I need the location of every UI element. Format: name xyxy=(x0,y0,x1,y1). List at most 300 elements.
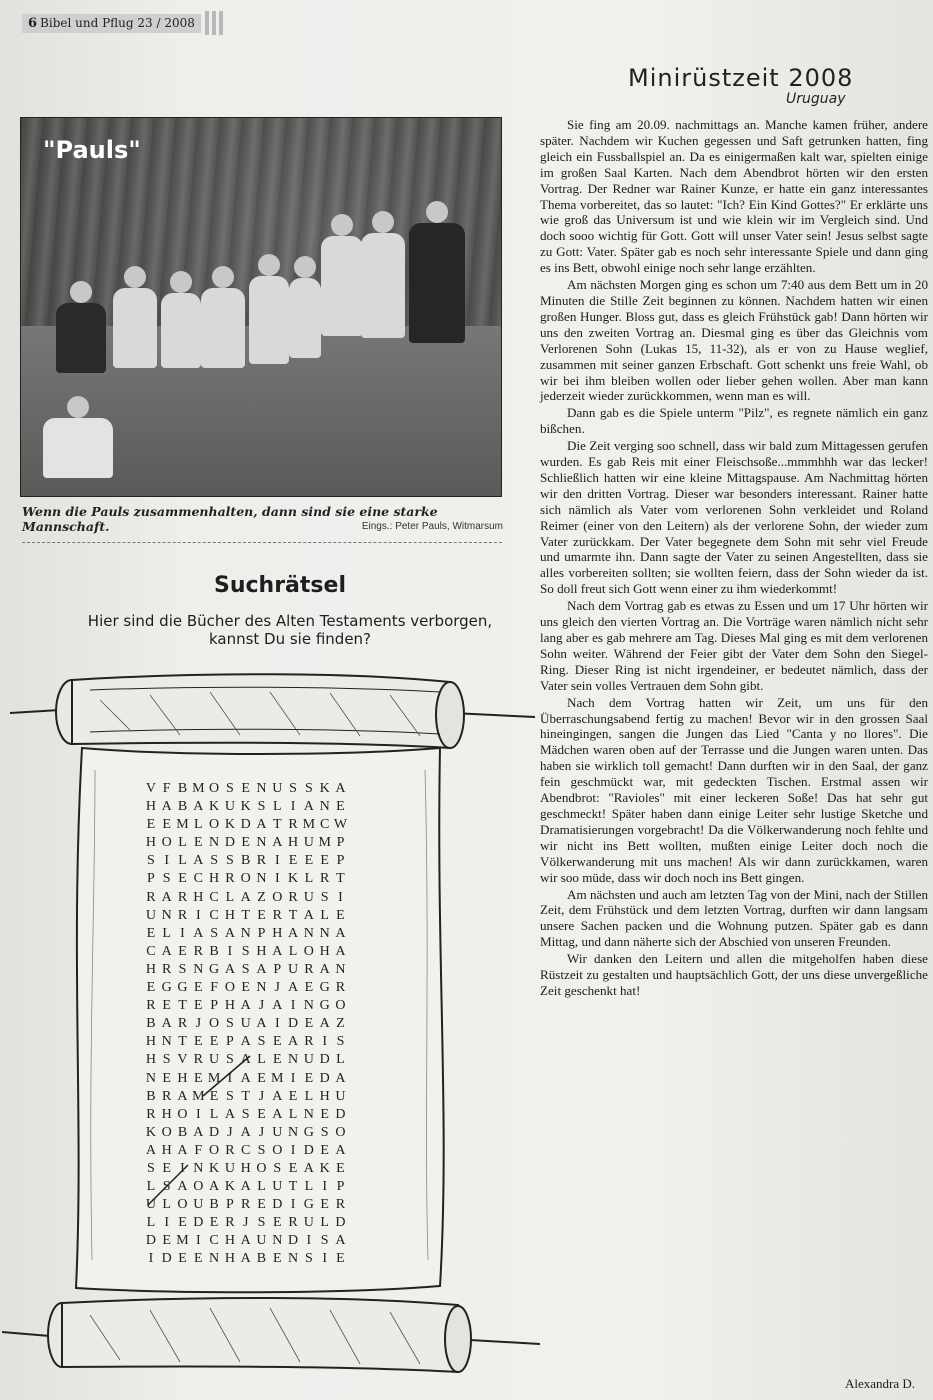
grid-letter: U xyxy=(240,1016,251,1032)
article-paragraph: Wir danken den Leitern und allen die mitgeholfen haben diese Rüstzeit zu gestalten und hauptsächlich Gott, der uns diese unvergeßliche Zeit geschenkt hat! xyxy=(540,951,928,998)
grid-letter: B xyxy=(146,1016,156,1032)
grid-letter: E xyxy=(194,1251,203,1267)
grid-letter: R xyxy=(177,907,188,923)
grid-letter: E xyxy=(257,1106,266,1122)
grid-letter: A xyxy=(240,1034,251,1050)
grid-letter: H xyxy=(145,961,156,977)
grid-letter: I xyxy=(180,925,185,941)
grid-letter: U xyxy=(303,835,314,851)
grid-letter: U xyxy=(272,781,283,796)
grid-letter: E xyxy=(162,817,171,833)
grid-letter: I xyxy=(274,1016,280,1032)
grid-letter: E xyxy=(336,1251,345,1267)
grid-letter: A xyxy=(335,1233,346,1249)
grid-letter: U xyxy=(145,1197,156,1213)
grid-letter: R xyxy=(225,871,235,887)
grid-letter: E xyxy=(162,1070,171,1086)
grid-letter: A xyxy=(272,1088,283,1104)
article-title: Minirüstzeit 2008 xyxy=(628,64,854,92)
grid-letter: J xyxy=(227,1124,233,1140)
grid-letter: P xyxy=(257,925,266,941)
grid-letter: A xyxy=(193,1124,204,1140)
grid-letter: K xyxy=(209,799,220,815)
grid-letter: A xyxy=(240,1124,251,1140)
grid-letter: A xyxy=(240,1251,251,1267)
grid-letter: N xyxy=(288,1052,299,1068)
grid-letter: I xyxy=(322,1179,327,1195)
grid-row xyxy=(143,1106,348,1124)
grid-letter: E xyxy=(209,1034,219,1050)
grid-row xyxy=(143,1033,348,1051)
grid-letter: S xyxy=(241,1106,250,1122)
grid-letter: A xyxy=(209,1179,220,1195)
photo-title: "Pauls" xyxy=(43,136,141,164)
family-photo xyxy=(20,117,502,497)
grid-letter: O xyxy=(224,980,235,996)
grid-letter: P xyxy=(273,961,282,977)
grid-letter: A xyxy=(288,1034,299,1050)
grid-letter: K xyxy=(224,1179,235,1195)
grid-letter: E xyxy=(304,1016,314,1032)
grid-row xyxy=(143,1070,348,1088)
grid-letter: N xyxy=(193,961,204,977)
grid-letter: R xyxy=(256,853,267,869)
grid-letter: D xyxy=(161,1251,172,1267)
grid-row xyxy=(143,1250,348,1268)
grid-letter: D xyxy=(193,1215,204,1231)
grid-letter: H xyxy=(288,835,299,851)
grid-letter: R xyxy=(272,907,282,923)
grid-letter: H xyxy=(224,907,235,923)
grid-letter: U xyxy=(303,1052,314,1068)
grid-letter: S xyxy=(289,781,297,796)
article-paragraph: Die Zeit verging soo schnell, dass wir bald zum Mittagessen gerufen wurden. Es gab Reis mit einer Fleischsoße...mmmhhh war das lecker! Schließlich hatten wir eine kleine Mittagspause. Am Nachmittag hörten wir den dritten Vortrag. Dieser war besonders interessant. Rainer hatte sich nämlich als Vater vom verlorenen Sohn verkleidet und Roland Reimer (einer von den Leitern) als der verlorene Sohn, der wieder zum Vater zurückkam. Der Vater begegnete dem Sohn mit sehr viel Freude und umarmte ihn. Dann sagte der Vater zu seinen Angestellten, dass sie alles vorbereiten sollten; sie wollten feiern, dass der Sohn wieder da ist. So doll freut sich Gott wenn einer zu ihm wiederkommt! xyxy=(540,438,928,597)
grid-letter: B xyxy=(209,1197,219,1213)
grid-letter: L xyxy=(194,817,203,833)
grid-letter: L xyxy=(320,1215,329,1231)
grid-letter: N xyxy=(272,1233,283,1249)
grid-letter: U xyxy=(224,1160,235,1176)
grid-letter: T xyxy=(272,817,282,833)
grid-letter: E xyxy=(194,980,203,996)
grid-letter: A xyxy=(335,1070,346,1086)
grid-letter: L xyxy=(320,907,329,923)
grid-letter: U xyxy=(224,799,235,815)
grid-letter: A xyxy=(193,799,204,815)
grid-row xyxy=(143,1051,348,1069)
grid-letter: A xyxy=(161,799,172,815)
scroll-bottom-roll xyxy=(2,1298,540,1372)
grid-letter: L xyxy=(209,1106,219,1122)
photo-child xyxy=(201,288,245,368)
grid-letter: E xyxy=(162,1160,171,1176)
grid-letter: A xyxy=(256,817,267,833)
grid-letter: S xyxy=(225,853,234,869)
grid-letter: F xyxy=(194,1142,203,1158)
grid-row xyxy=(143,852,348,870)
grid-letter: A xyxy=(240,998,251,1014)
grid-letter: B xyxy=(209,943,219,959)
grid-letter: B xyxy=(177,781,188,796)
grid-letter: M xyxy=(318,835,331,851)
grid-letter: S xyxy=(147,853,155,869)
grid-letter: O xyxy=(193,1179,204,1195)
grid-letter: A xyxy=(335,943,346,959)
grid-row xyxy=(143,816,348,834)
grid-letter: I xyxy=(164,1215,170,1231)
grid-letter: K xyxy=(288,871,299,887)
grid-letter: A xyxy=(272,998,283,1014)
grid-letter: L xyxy=(146,1215,156,1231)
grid-letter: M xyxy=(271,1070,284,1086)
grid-letter: A xyxy=(319,1016,330,1032)
photo-child xyxy=(361,233,405,338)
grid-letter: H xyxy=(161,1142,172,1158)
grid-letter: S xyxy=(225,1016,234,1032)
grid-letter: N xyxy=(303,925,314,941)
grid-letter: N xyxy=(303,998,314,1014)
grid-letter: A xyxy=(303,799,314,815)
grid-letter: E xyxy=(178,871,187,887)
grid-letter: O xyxy=(209,1142,220,1158)
grid-letter: L xyxy=(257,1179,266,1195)
grid-letter: D xyxy=(145,1233,156,1249)
grid-letter: G xyxy=(177,980,188,996)
grid-letter: F xyxy=(210,980,218,996)
grid-letter: S xyxy=(147,1160,155,1176)
grid-letter: S xyxy=(162,871,171,887)
grid-letter: S xyxy=(178,961,187,977)
grid-letter: E xyxy=(209,1088,219,1104)
grid-letter: A xyxy=(224,925,235,941)
grid-letter: H xyxy=(209,871,220,887)
grid-letter: R xyxy=(304,1034,314,1050)
grid-letter: A xyxy=(319,961,330,977)
grid-letter: S xyxy=(257,799,266,815)
grid-letter: T xyxy=(178,1034,187,1050)
grid-letter: N xyxy=(335,961,346,977)
grid-letter: K xyxy=(319,1160,330,1176)
grid-letter: A xyxy=(161,943,172,959)
grid-letter: S xyxy=(210,925,218,941)
grid-letter: S xyxy=(257,1215,266,1231)
grid-letter: B xyxy=(177,1124,188,1140)
grid-letter: E xyxy=(320,853,329,869)
grid-letter: A xyxy=(256,1016,267,1032)
grid-letter: M xyxy=(192,1088,205,1104)
grid-row xyxy=(143,1214,348,1232)
grid-letter: D xyxy=(288,1016,299,1032)
grid-letter: O xyxy=(335,998,346,1014)
grid-letter: O xyxy=(272,1142,283,1158)
page-number: 6 xyxy=(28,15,38,31)
grid-letter: O xyxy=(240,871,251,887)
grid-letter: P xyxy=(336,853,345,869)
grid-letter: I xyxy=(164,853,170,869)
grid-letter: A xyxy=(224,961,235,977)
grid-letter: E xyxy=(320,1106,329,1122)
photo-child xyxy=(56,303,106,373)
grid-letter: S xyxy=(241,961,250,977)
grid-letter: P xyxy=(225,1197,234,1213)
photo-child xyxy=(321,236,363,336)
grid-letter: R xyxy=(177,1016,188,1032)
grid-letter: N xyxy=(303,1106,314,1122)
grid-letter: A xyxy=(161,1016,172,1032)
grid-letter: H xyxy=(224,1251,235,1267)
grid-letter: C xyxy=(209,1233,219,1249)
grid-letter: E xyxy=(288,853,298,869)
photo-child xyxy=(289,278,321,358)
grid-letter: D xyxy=(319,1052,330,1068)
grid-row xyxy=(143,1015,348,1033)
grid-letter: V xyxy=(145,781,156,796)
grid-letter: N xyxy=(256,980,267,996)
grid-letter: G xyxy=(303,1197,314,1213)
grid-letter: I xyxy=(180,1160,185,1176)
photo-baby xyxy=(43,418,113,478)
scroll-top-roll xyxy=(10,674,535,748)
grid-letter: K xyxy=(224,817,235,833)
grid-letter: U xyxy=(335,1088,346,1104)
grid-letter: E xyxy=(194,1034,203,1050)
grid-letter: C xyxy=(146,943,156,959)
grid-letter: B xyxy=(177,799,188,815)
grid-letter: E xyxy=(146,817,156,833)
grid-letter: R xyxy=(225,1142,235,1158)
grid-letter: T xyxy=(178,998,187,1014)
grid-letter: S xyxy=(320,1233,329,1249)
grid-letter: A xyxy=(272,835,283,851)
grid-letter: U xyxy=(288,961,299,977)
grid-letter: S xyxy=(320,889,329,905)
grid-letter: N xyxy=(145,1070,156,1086)
grid-letter: J xyxy=(274,980,280,996)
puzzle-instructions xyxy=(50,612,530,648)
grid-letter: A xyxy=(272,1106,283,1122)
grid-letter: E xyxy=(272,1215,282,1231)
grid-letter: D xyxy=(224,835,235,851)
grid-letter: S xyxy=(320,1124,329,1140)
grid-letter: P xyxy=(147,871,155,887)
grid-letter: G xyxy=(161,980,172,996)
grid-letter: R xyxy=(304,961,314,977)
grid-letter: H xyxy=(145,799,156,815)
grid-letter: D xyxy=(272,1197,283,1213)
grid-letter: A xyxy=(272,943,283,959)
grid-letter: R xyxy=(162,961,172,977)
grid-row xyxy=(143,1196,348,1214)
grid-letter: H xyxy=(319,1088,330,1104)
grid-letter: A xyxy=(240,1179,251,1195)
article-paragraph: Am nächsten Morgen ging es schon um 7:40 aus dem Bett um in 20 Minuten die Stille Zeit beginnen zu können. Nachdem hatten wir einen großen Hunger. Bloss gut, dass es gleich Frühstück gab! Dann hörten wir uns den zweiten Vortrag an. Diesmal ging es über das Gleichnis vom Verlorenen Sohn (Lukas 15, 11-32), als er von zu Hause weglief, zusammen mit seiner ganzen Erbschaft. Gott schenkt uns freie Wahl, ob wir bei ihm bleiben wollen oder lieber gehen wollen. Aber man kann jederzeit wieder zurückkommen, wenn man es will. xyxy=(540,277,928,404)
grid-letter: J xyxy=(258,1124,265,1140)
photo-child xyxy=(249,276,289,364)
grid-letter: I xyxy=(290,998,296,1014)
grid-letter: S xyxy=(225,1088,234,1104)
grid-letter: K xyxy=(145,1124,156,1140)
grid-letter: R xyxy=(193,943,203,959)
grid-letter: S xyxy=(225,1052,234,1068)
article-body xyxy=(540,117,928,1000)
grid-letter: L xyxy=(288,943,298,959)
grid-letter: A xyxy=(288,980,299,996)
grid-letter: P xyxy=(336,835,345,851)
grid-letter: I xyxy=(148,1251,154,1267)
grid-letter: I xyxy=(322,1034,327,1050)
grid-letter: E xyxy=(241,980,250,996)
grid-letter: H xyxy=(319,943,330,959)
grid-letter: L xyxy=(225,889,235,905)
grid-letter: N xyxy=(161,1034,172,1050)
grid-letter: E xyxy=(178,1251,187,1267)
grid-letter: E xyxy=(178,1215,187,1231)
grid-letter: H xyxy=(145,1034,156,1050)
grid-letter: B xyxy=(256,1251,267,1267)
grid-letter: K xyxy=(319,781,330,796)
grid-letter: U xyxy=(303,1215,314,1231)
grid-letter: E xyxy=(336,799,345,815)
grid-letter: O xyxy=(161,835,172,851)
grid-letter: I xyxy=(290,1070,296,1086)
article-paragraph: Nach dem Vortrag gab es etwas zu Essen und um 17 Uhr hörten wir uns gleich den vierten Vortrag an. Die Vorträge waren nämlich nicht sehr lang aber es gab mehrere am Tag. Dieses Mal ging es mit dem verlorenen Sohn weiter. Während der Feier gibt der Vater dem Sohn den Siegel-Ring. Dieser Ring ist nicht irgendeiner, er bedeutet nämlich, dass der Vater sein volles Vertrauen dem Sohn gibt. xyxy=(540,598,928,693)
grid-letter: N xyxy=(256,835,267,851)
grid-letter: R xyxy=(319,871,330,887)
grid-letter: I xyxy=(227,1070,233,1086)
grid-letter: E xyxy=(194,998,203,1014)
grid-letter: O xyxy=(177,1106,188,1122)
grid-letter: O xyxy=(209,1016,220,1032)
grid-letter: O xyxy=(335,1124,346,1140)
grid-letter: A xyxy=(177,1142,188,1158)
grid-letter: E xyxy=(288,1088,298,1104)
grid-letter: O xyxy=(272,889,283,905)
grid-letter: M xyxy=(176,817,189,833)
grid-letter: O xyxy=(209,817,220,833)
grid-letter: I xyxy=(195,907,201,923)
publication-name: Bibel und Pflug 23 / 2008 xyxy=(40,15,195,30)
grid-letter: M xyxy=(207,1070,221,1086)
grid-letter: P xyxy=(336,1179,345,1195)
puzzle-instructions-line2: kannst Du sie finden? xyxy=(208,630,372,648)
grid-letter: N xyxy=(319,799,330,815)
grid-letter: T xyxy=(288,1179,298,1195)
grid-letter: L xyxy=(146,1179,156,1195)
grid-letter: C xyxy=(193,871,203,887)
puzzle-title: Suchrätsel xyxy=(214,573,346,598)
grid-row xyxy=(143,780,348,798)
grid-letter: D xyxy=(319,1070,330,1086)
grid-letter: H xyxy=(177,1070,188,1086)
grid-letter: S xyxy=(273,1160,282,1176)
grid-letter: E xyxy=(272,1052,282,1068)
grid-letter: L xyxy=(257,1052,266,1068)
grid-letter: A xyxy=(177,1179,188,1195)
grid-letter: N xyxy=(256,781,267,796)
grid-letter: H xyxy=(240,1160,251,1176)
grid-letter: I xyxy=(227,943,233,959)
grid-letter: A xyxy=(303,1160,314,1176)
grid-letter: L xyxy=(336,1052,345,1068)
grid-letter: L xyxy=(178,853,187,869)
grid-letter: A xyxy=(177,1088,188,1104)
grid-letter: I xyxy=(290,1142,296,1158)
grid-letter: H xyxy=(145,1052,156,1068)
grid-row xyxy=(143,1088,348,1106)
grid-letter: E xyxy=(241,781,250,796)
grid-letter: M xyxy=(302,817,316,833)
grid-letter: S xyxy=(241,943,250,959)
grid-row xyxy=(143,889,348,907)
grid-letter: U xyxy=(272,1179,283,1195)
grid-letter: Z xyxy=(336,1016,345,1032)
grid-letter: A xyxy=(193,853,204,869)
grid-letter: U xyxy=(145,907,156,923)
grid-letter: A xyxy=(240,1070,251,1086)
grid-letter: C xyxy=(209,889,219,905)
grid-letter: J xyxy=(258,998,265,1014)
separator-line xyxy=(22,542,502,543)
grid-letter: U xyxy=(209,1052,220,1068)
grid-letter: S xyxy=(336,1034,345,1050)
grid-letter: S xyxy=(162,1052,171,1068)
grid-letter: I xyxy=(322,1251,327,1267)
grid-letter: U xyxy=(256,1233,267,1249)
grid-row xyxy=(143,907,348,925)
grid-letter: H xyxy=(161,1106,172,1122)
grid-letter: A xyxy=(335,925,346,941)
article-paragraph: Sie fing am 20.09. nachmittags an. Manche kamen früher, andere später. Nachdem wir Kuchen gegessen und Saft getrunken hatten, fing gleich ein Fussballspiel an. Da es einigermaßen kalt war, spielten einige im großen Saal Karten. Nach dem Abendbrot hörten wir den ersten Vortrag. Der Redner war Rainer Kunze, er hatte ein ganz interessantes Thema vorbereitet, das so lautet: "Ich? Ein Kind Gottes?" Er erklärte uns wie groß das Universum ist und wie klein wir im Vergleich sind. Und doch sooo wichtig für Gott. Gott will unser Vater sein! Jesus selbst sagte zu Gott: Vater. Später gab es noch sehr interessante Spiele und dann ging es ins Bett, obwohl einige noch sehr lange erzählten. xyxy=(540,117,928,276)
grid-letter: O xyxy=(177,1197,188,1213)
grid-letter: A xyxy=(240,1233,251,1249)
grid-letter: L xyxy=(304,1179,314,1195)
grid-letter: I xyxy=(195,1106,201,1122)
grid-letter: O xyxy=(209,781,220,796)
grid-letter: N xyxy=(319,925,330,941)
grid-letter: N xyxy=(288,1251,299,1267)
grid-row xyxy=(143,1142,348,1160)
grid-letter: I xyxy=(306,1233,312,1249)
grid-letter: W xyxy=(333,817,348,833)
article-paragraph: Nach dem Vortrag hatten wir Zeit, um uns für den Überraschungsabend fertig zu machen! Bevor wir in den grossen Saal hineingingen, sangen die Jungen das Lied "Canta y no llores". Die Mädchen waren oben auf der Terrasse und die Jungen waren unten. Das haben sie wirklich toll gemacht! Dann durften wir in den Saal, der ganz fein geschmückt war, mit gedeckten Tischen. Erstmal assen wir Abendbrot: "Ravioles" mit einer leckeren Soße! Das hat sehr gut geschmeckt! Später haben dann einige Leiter sehr lustige Sketche und Dramatisierungen vorgebracht! Da die Völkerwanderung noch fehlte und wir nicht ins Bett wollten, mußten einige Leiter doch noch die Völkerwanderung mit uns machen! Als wir dann zurückkamen, waren wir soo müde, dass wir doch noch ins Bett gingen. xyxy=(540,694,928,885)
grid-letter: R xyxy=(177,889,188,905)
grid-letter: N xyxy=(193,1160,204,1176)
grid-letter: J xyxy=(258,1088,265,1104)
grid-letter: U xyxy=(193,1197,204,1213)
grid-letter: V xyxy=(177,1052,188,1068)
grid-letter: R xyxy=(193,1052,203,1068)
photo-child xyxy=(113,288,157,368)
grid-letter: R xyxy=(288,817,298,833)
grid-letter: C xyxy=(319,817,330,833)
grid-letter: R xyxy=(146,998,156,1014)
grid-letter: I xyxy=(274,871,280,887)
grid-letter: A xyxy=(335,1142,346,1158)
grid-letter: H xyxy=(224,998,235,1014)
grid-row xyxy=(143,943,348,961)
grid-letter: S xyxy=(304,1251,313,1267)
grid-letter: S xyxy=(210,853,218,869)
grid-letter: R xyxy=(146,889,156,905)
grid-letter: R xyxy=(288,889,298,905)
grid-letter: A xyxy=(303,907,314,923)
grid-letter: I xyxy=(338,889,343,905)
grid-row xyxy=(143,997,348,1015)
grid-letter: E xyxy=(241,835,250,851)
grid-letter: R xyxy=(162,1088,172,1104)
article-subtitle: Uruguay xyxy=(786,91,846,107)
grid-letter: D xyxy=(335,1106,346,1122)
